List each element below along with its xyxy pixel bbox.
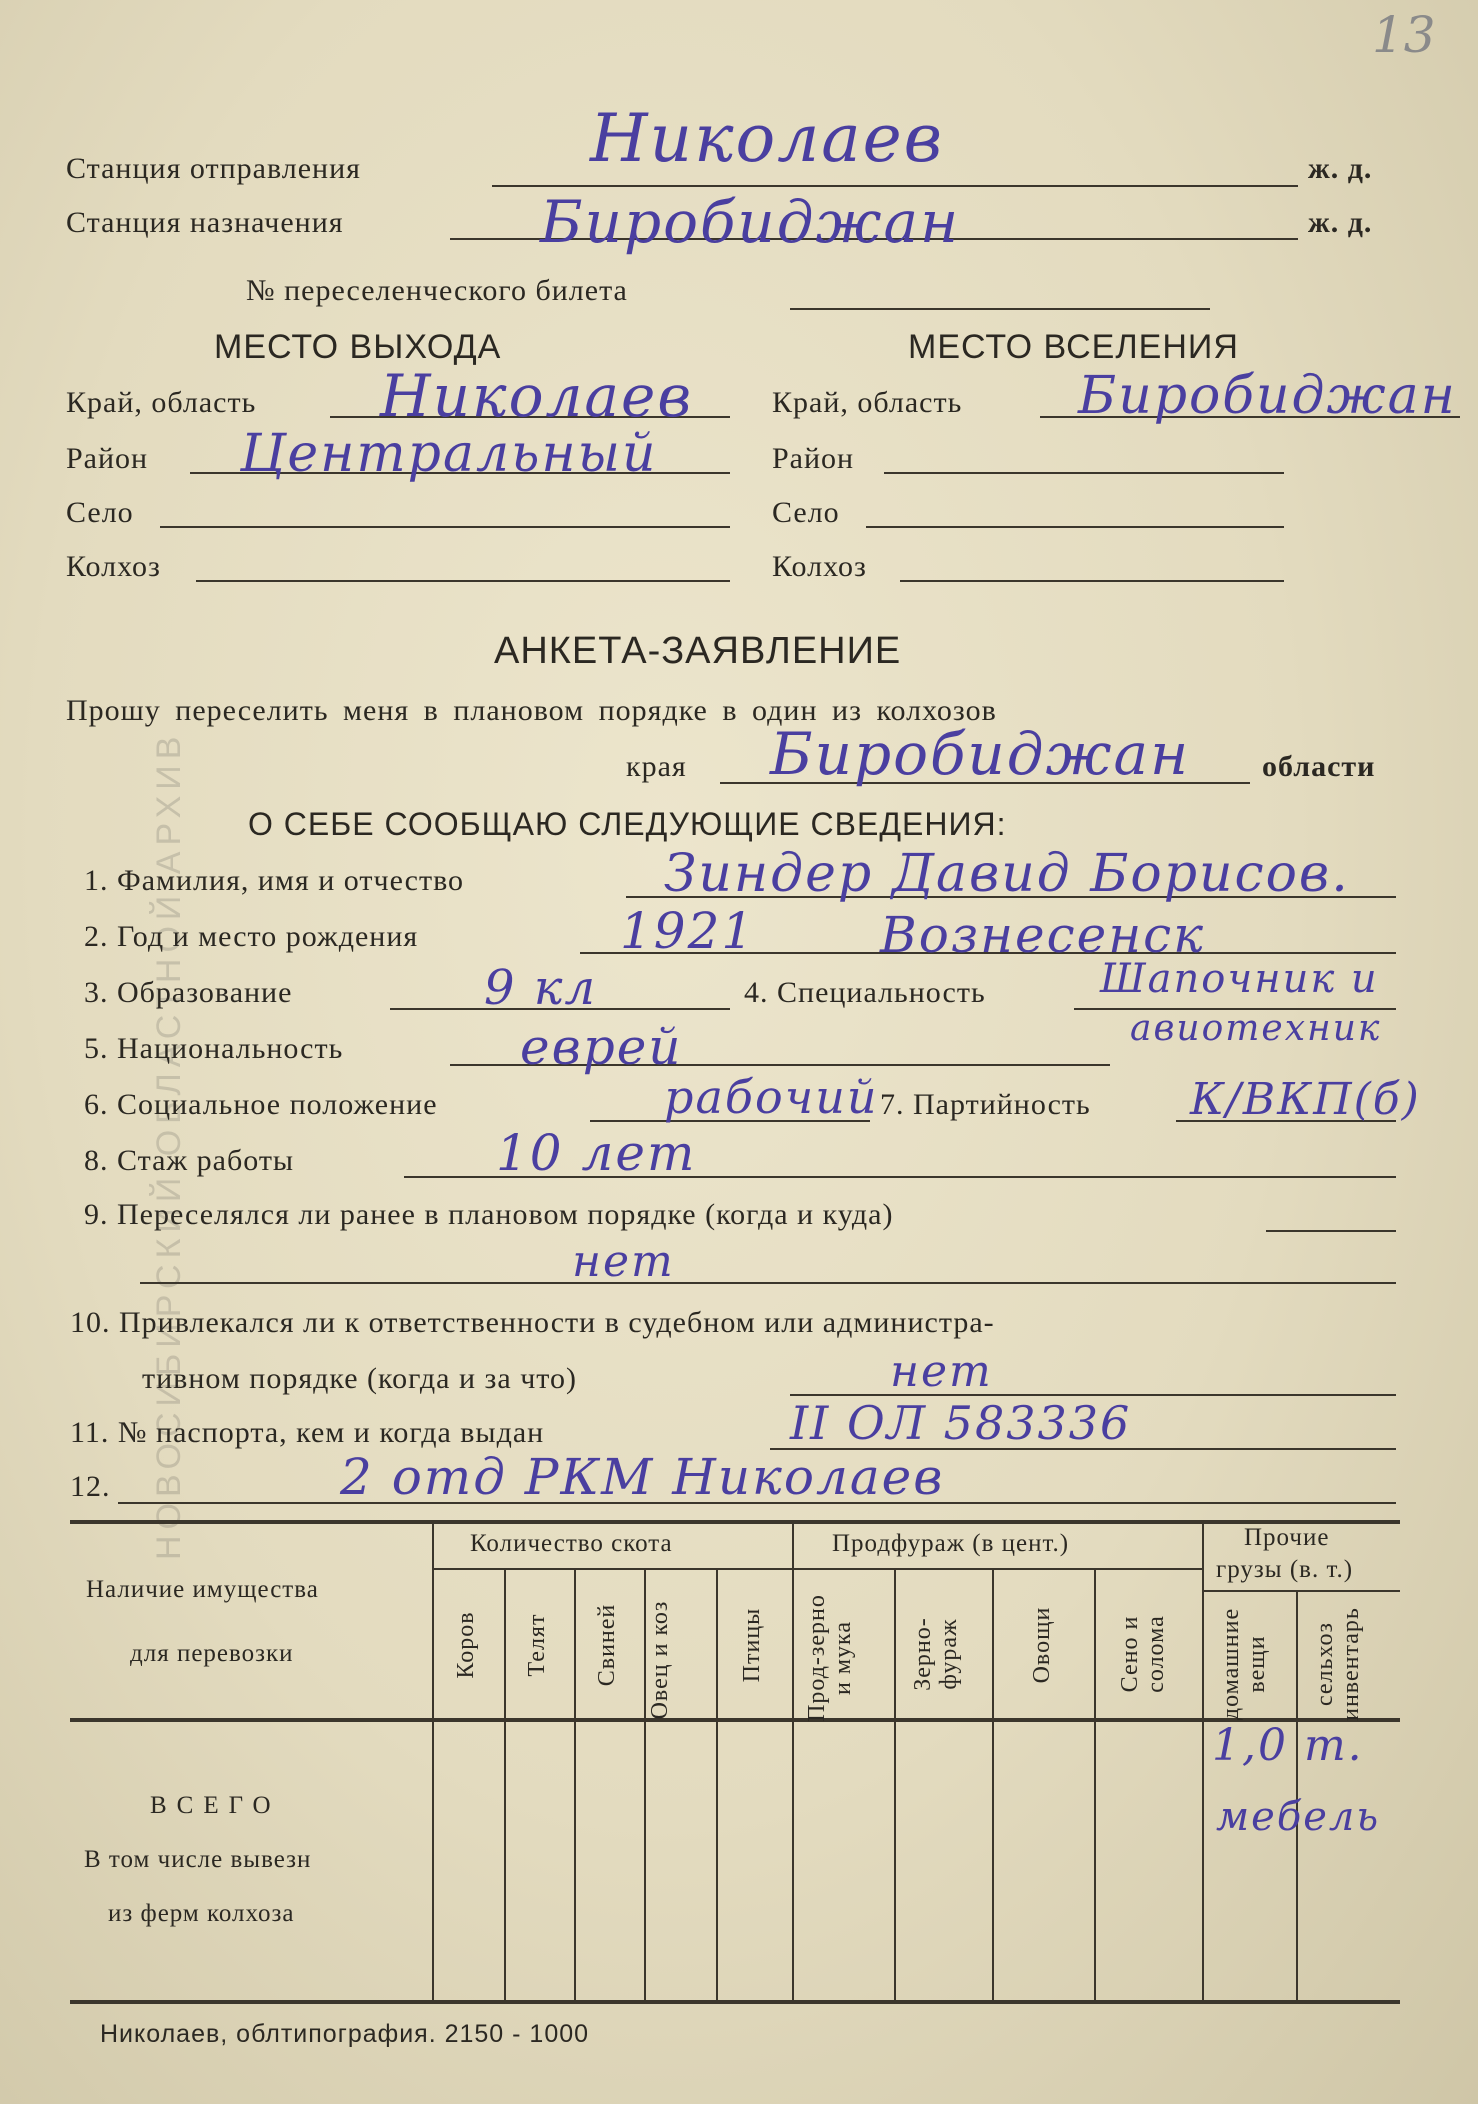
ticket-label: № переселенческого билета [246, 274, 628, 307]
q10-label: 10. Привлекался ли к ответственности в судебном или администра- [70, 1306, 995, 1339]
from-station-value: Николаев [590, 100, 945, 177]
q2-value-place: Вознесенск [880, 906, 1206, 964]
column-header: сельхоз инвентарь [1312, 1607, 1364, 1721]
request-oblast-label: области [1262, 750, 1376, 783]
q6-value: рабочий [664, 1070, 879, 1124]
incl-label-2: из ферм колхоза [108, 1900, 295, 1927]
to-station-label: Станция назначения [66, 206, 344, 239]
table-group-line [432, 1568, 1202, 1570]
q9-line-2 [140, 1282, 1396, 1284]
column-header: Овощи [1029, 1606, 1055, 1684]
request-kray-value: Биробиджан [770, 720, 1191, 788]
settle-kolkhoz-line [900, 580, 1284, 582]
col-divider [504, 1570, 506, 2000]
col-divider [432, 1524, 434, 2000]
exit-kolkhoz-line [196, 580, 730, 582]
column-header: домашние вещи [1218, 1607, 1270, 1721]
settle-region-value: Биробиджан [1078, 366, 1457, 426]
col-divider [716, 1570, 718, 2000]
q9-value: нет [572, 1236, 675, 1287]
q2-value-year: 1921 [620, 902, 756, 960]
q9-label: 9. Переселялся ли ранее в плановом порядке (когда и куда) [84, 1198, 894, 1231]
q8-label: 8. Стаж работы [84, 1144, 295, 1177]
q7-label: 7. Партийность [880, 1088, 1091, 1121]
q2-label: 2. Год и место рождения [84, 920, 419, 953]
q5-value: еврей [520, 1018, 683, 1076]
q6-label: 6. Социальное положение [84, 1088, 438, 1121]
q9-line [1266, 1230, 1396, 1232]
col-divider [992, 1570, 994, 2000]
exit-place-title: МЕСТО ВЫХОДА [214, 328, 502, 366]
exit-kolkhoz-label: Колхоз [66, 550, 161, 583]
column-header: Птицы [739, 1607, 765, 1683]
other-item-value: мебель [1216, 1794, 1381, 1840]
table-other-group-line [1202, 1590, 1400, 1592]
settle-place-title: МЕСТО ВСЕЛЕНИЯ [908, 328, 1239, 366]
property-label-1: Наличие имущества [86, 1576, 319, 1603]
q4-label: 4. Специальность [744, 976, 986, 1009]
q5-label: 5. Национальность [84, 1032, 344, 1065]
exit-region-label: Край, область [66, 386, 257, 419]
printer-footer: Николаев, облтипография. 2150 - 1000 [100, 2020, 590, 2048]
col-divider [644, 1570, 646, 2000]
exit-region-value: Николаев [380, 362, 694, 430]
q10-label-2: тивном порядке (когда и за что) [142, 1362, 578, 1395]
about-title: О СЕБЕ СООБЩАЮ СЛЕДУЮЩИЕ СВЕДЕНИЯ: [248, 806, 1007, 842]
settle-village-label: Село [772, 496, 840, 529]
q4-value-2: авиотехник [1130, 1008, 1382, 1049]
column-header: Зерно-фураж [910, 1617, 962, 1691]
q8-value: 10 лет [496, 1124, 697, 1182]
q10-value: нет [890, 1346, 993, 1397]
col-divider [792, 1524, 794, 2000]
total-label: ВСЕГО [150, 1792, 281, 1819]
q11-label: 11. № паспорта, кем и когда выдан [70, 1416, 545, 1449]
exit-village-line [160, 526, 730, 528]
table-header-bottom-line [70, 1718, 1400, 1722]
col-divider [1094, 1570, 1096, 2000]
rail-suffix: ж. д. [1308, 152, 1373, 185]
column-header: Прод-зерно и мука [804, 1594, 856, 1722]
exit-village-label: Село [66, 496, 134, 529]
column-header: Свиней [594, 1603, 620, 1687]
request-line-1: Прошу переселить меня в плановом порядке в один из колхозов [66, 694, 997, 727]
to-station-value: Биробиджан [540, 188, 961, 256]
settle-district-line [884, 472, 1284, 474]
from-station-line [492, 185, 1298, 187]
fodder-header: Продфураж (в цент.) [832, 1530, 1070, 1557]
q12-label: 12. [70, 1470, 111, 1503]
q3-label: 3. Образование [84, 976, 293, 1009]
col-divider [894, 1570, 896, 2000]
column-header: Сено и солома [1117, 1615, 1169, 1693]
incl-label-1: В том числе вывезн [84, 1846, 312, 1873]
q7-value: К/ВКП(б) [1190, 1074, 1421, 1125]
q1-label: 1. Фамилия, имя и отчество [84, 864, 465, 897]
form-title: АНКЕТА-ЗАЯВЛЕНИЕ [494, 630, 902, 672]
col-divider [574, 1570, 576, 2000]
column-header: Телят [524, 1613, 550, 1677]
archive-stamp: НОВОСИБИРСКИЙ ОБЛАСТНОЙ АРХИВ [150, 730, 188, 1560]
other-header-2: грузы (в. т.) [1216, 1556, 1354, 1583]
exit-district-label: Район [66, 442, 149, 475]
settle-district-label: Район [772, 442, 855, 475]
livestock-header: Количество скота [470, 1530, 673, 1557]
other-header-1: Прочие [1244, 1524, 1330, 1551]
settle-region-label: Край, область [772, 386, 963, 419]
request-kray-label: края [626, 750, 687, 783]
property-label-2: для перевозки [130, 1640, 294, 1667]
table-top-line [70, 1520, 1400, 1524]
col-divider [1202, 1524, 1204, 2000]
q11-value: II ОЛ 583336 [790, 1396, 1132, 1450]
exit-district-value: Центральный [240, 424, 658, 484]
from-station-label: Станция отправления [66, 152, 361, 185]
q3-value: 9 кл [484, 960, 598, 1016]
q4-value-1: Шапочник и [1100, 956, 1379, 1002]
column-header: Коров [453, 1611, 479, 1679]
column-header: Овец и коз [647, 1600, 673, 1720]
settle-village-line [866, 526, 1284, 528]
table-bottom-line [70, 2000, 1400, 2004]
ticket-line [790, 308, 1210, 310]
page-number: 13 [1372, 6, 1436, 64]
q1-value: Зиндер Давид Борисов. [664, 844, 1350, 904]
settle-kolkhoz-label: Колхоз [772, 550, 867, 583]
other-weight-value: 1,0 т. [1212, 1720, 1364, 1771]
rail-suffix-2: ж. д. [1308, 206, 1373, 239]
q12-value: 2 отд РКМ Николаев [340, 1448, 945, 1506]
